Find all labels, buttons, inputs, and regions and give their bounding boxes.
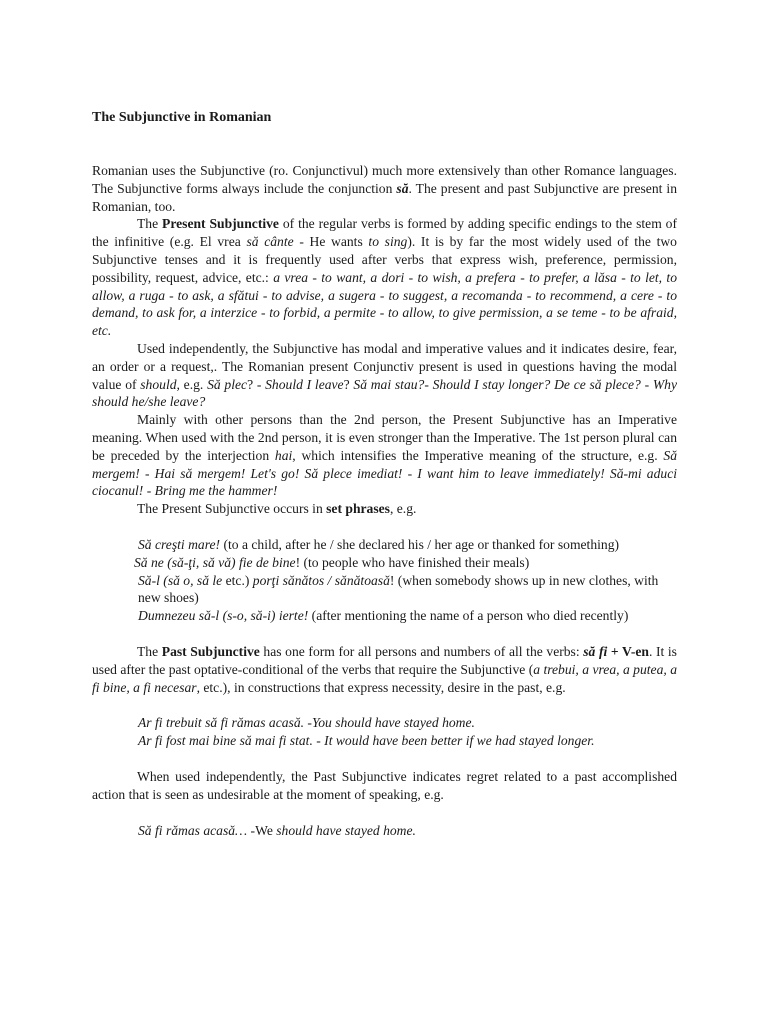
text-run: - He wants (293, 234, 369, 250)
text-run: has one form for all persons and numbers of all the verbs: (259, 643, 584, 659)
text-run: ? (343, 376, 354, 392)
example-phrase (92, 554, 677, 572)
text-run: Used independently, the Subjunctive has modal and imperative values and it indicates desire, fear, an order or a request,. The Romanian present Conjunctiv present is used in questions having the modal value of (92, 340, 677, 392)
example-sentence (92, 822, 677, 840)
text-run-italic: Ar fi fost mai bine să mai fi stat. - It would have been better if we had stayed longer. (138, 733, 595, 749)
text-run: -We (250, 822, 277, 838)
text-run: ). It is by far the most widely used of the two Subjunctive tenses and it is frequently used after verbs that express wish, preference, permission, possibility, request, advice, etc.: (92, 234, 677, 285)
text-run-bold: set phrases (326, 501, 390, 517)
text-run-bold-italic: să fi (583, 643, 608, 659)
text-run-italic: Should I leave (265, 376, 344, 392)
text-run-italic: Să mai stau?- Should I stay longer? De ce să plece? - Why should he/she leave? (92, 376, 677, 410)
text-run-italic: Să-l (să o, să le (138, 572, 223, 588)
text-run: , e.g. (389, 501, 417, 517)
text-run-italic: Dumnezeu să-l (s-o, să-i) ierte! (138, 608, 309, 624)
text-run: ! (to people who have finished their meals) (295, 554, 530, 570)
text-run: , etc.), in constructions that express necessity, desire in the past, e.g. (196, 679, 566, 695)
text-run-italic: Să ne (să-ţi, să vă) fie de bine (134, 554, 296, 570)
text-run: ? - (247, 376, 266, 392)
text-run-italic: porţi sănătos / sănătoasă (252, 572, 390, 588)
example-sentence (92, 732, 677, 750)
example-phrase (92, 607, 677, 625)
text-run-bold: + V-en (607, 643, 649, 659)
paragraph-independent-use (92, 340, 677, 411)
example-phrase (92, 572, 677, 608)
text-run-italic: a vrea - to want, a dori - to wish, a prefera - to prefer, a lăsa - to let, to allow, a ruga - to ask, a sfătui - to advise, a sugera - to suggest, a recomanda - to recommend, a cere - to demand, to ask for, a interzice - to forbid, a permite - to allow, to give permission, a se teme - to be afraid, etc. (92, 269, 678, 339)
text-run-italic: should, (140, 376, 180, 392)
text-run-bold: Present Subjunctive (162, 216, 279, 232)
text-run-italic: Să creşti mare! (138, 536, 221, 552)
text-run: The Present Subjunctive occurs in (137, 501, 327, 517)
document-title: The Subjunctive in Romanian (92, 110, 272, 125)
text-run-italic: Să plec (207, 376, 248, 392)
text-run: (after mentioning the name of a person who died recently) (308, 608, 629, 624)
text-run: ! (when somebody shows up in new clothes, with new shoes) (138, 572, 659, 606)
text-run-italic: hai (274, 447, 293, 463)
text-run-italic: Ar fi trebuit să fi rămas acasă. -You should have stayed home. (138, 715, 475, 731)
text-run: of the regular verbs is formed by adding specific endings to the stem of the infinitive (e.g. El vrea (92, 216, 677, 250)
paragraph-intro (92, 162, 677, 215)
text-run: (to a child, after he / she declared his / her age or thanked for something) (220, 536, 620, 552)
paragraph-imperative-meaning (92, 411, 677, 500)
text-run: e.g. (179, 376, 208, 392)
text-run: The (137, 216, 163, 232)
text-run: Mainly with other persons than the 2nd person, the Present Subjunctive has an Imperative meaning. When used with the 2nd person, it is even stronger than the Imperative. The 1st person plural can be preceded by the interjection (92, 412, 677, 463)
text-run: , which intensifies the Imperative meaning of the structure, e.g. (292, 447, 664, 463)
text-run: Romanian uses the Subjunctive (ro. Conjunctivul) much more extensively than other Romance languages. The Subjunctive forms always include the conjunction (92, 163, 677, 196)
text-run-italic: a trebui, a vrea, a putea, a fi bine, a fi necesar (92, 661, 677, 695)
text-run-italic: Să mergem! - Hai să mergem! Let's go! Să plece imediat! - I want him to leave immediately! Să-mi aduci ciocanul! - Bring me the hammer! (92, 447, 677, 499)
document-body (92, 162, 677, 839)
example-phrase (92, 536, 677, 554)
paragraph-past-subjunctive (92, 643, 677, 696)
paragraph-present-subjunctive (92, 215, 677, 340)
text-run-italic: should have stayed home. (276, 822, 416, 838)
example-sentence (92, 714, 677, 732)
text-run-bold-italic: să (396, 180, 409, 196)
text-run-italic: să cânte (246, 234, 294, 250)
paragraph-set-phrases (92, 500, 677, 518)
paragraph-regret: When used independently, the Past Subjunctive indicates regret related to a past accomplished action that is seen as undesirable at the moment of speaking, e.g. (92, 768, 677, 802)
text-run-bold: Past Subjunctive (161, 643, 260, 659)
text-run: The (137, 643, 162, 659)
text-run: . It is used after the past optative-conditional of the verbs that require the Subjunctive ( (92, 643, 677, 677)
text-run-italic: Să fi rămas acasă… (138, 822, 251, 838)
text-run: etc.) (222, 572, 253, 588)
text-run: . The present and past Subjunctive are present in Romanian, too. (92, 180, 678, 214)
text-run-italic: to sing (368, 234, 408, 250)
